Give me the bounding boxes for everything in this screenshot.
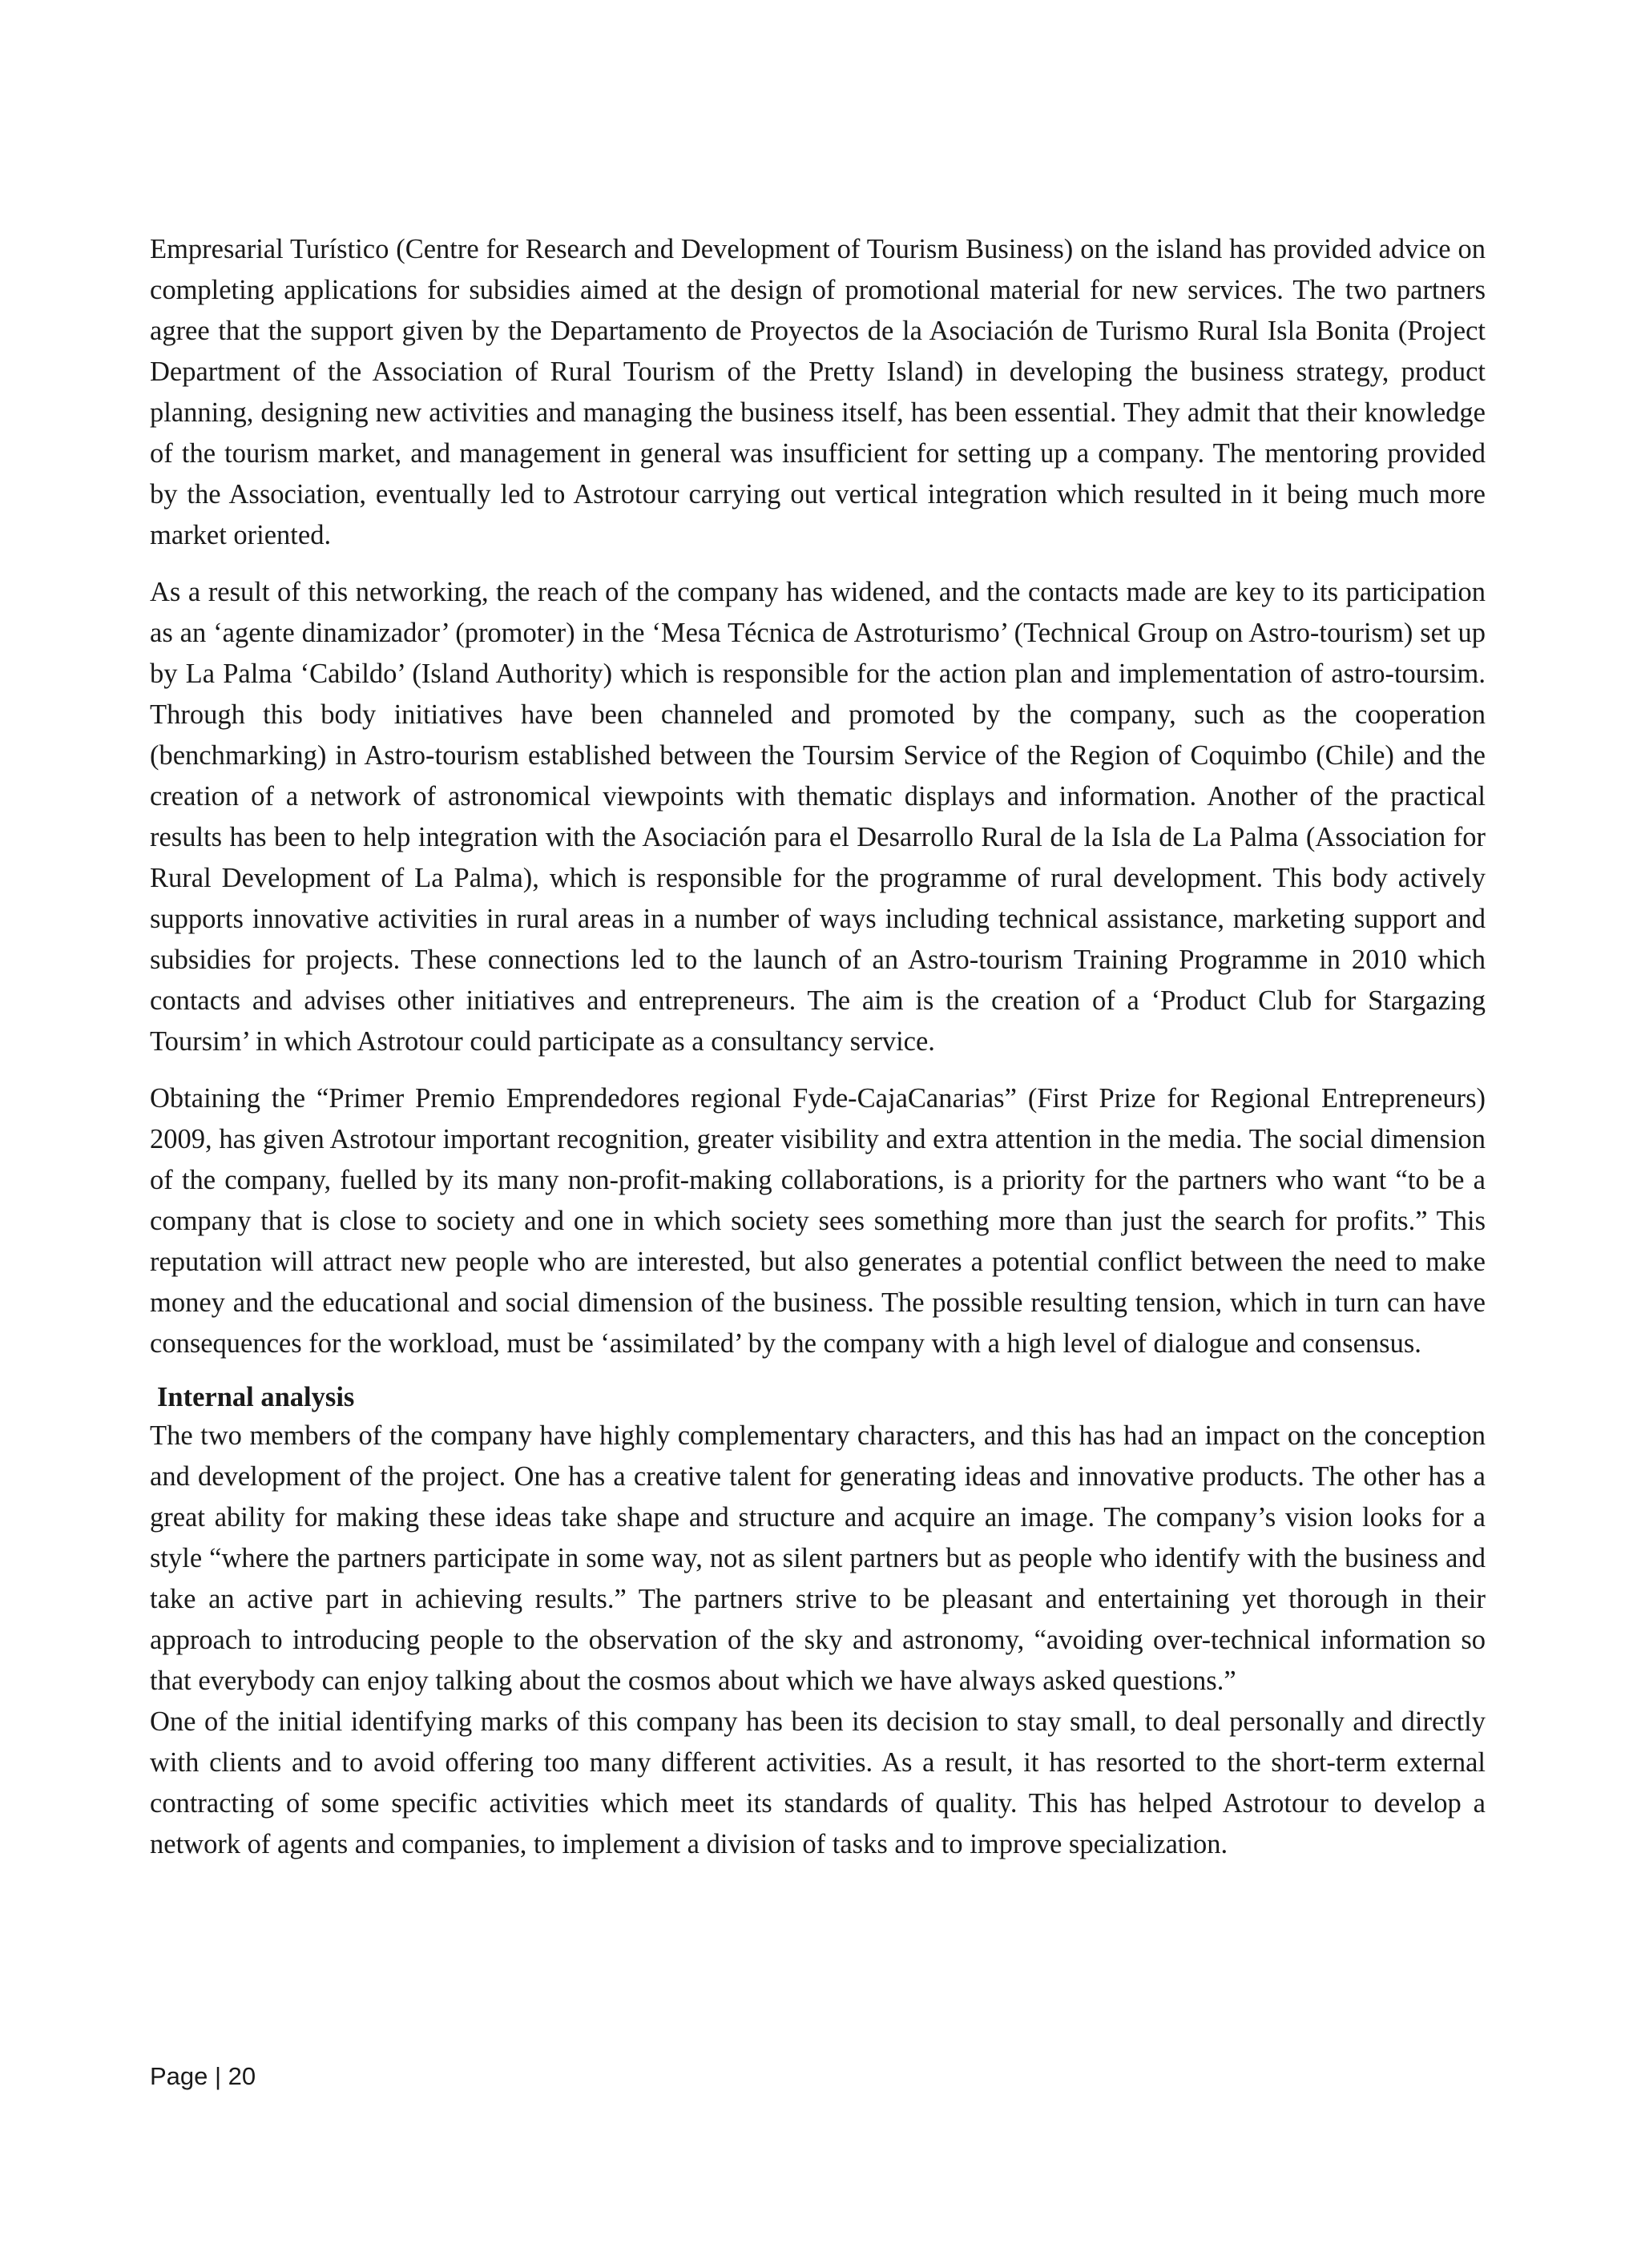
paragraph-stay-small: One of the initial identifying marks of this company has been its decision to stay small, to deal personally and directly with clients and to avoid offering too many different activities. As a result, it has resorted to the short-term external contracting of some specific activities which meet its standards of quality. This has helped Astrotour to develop a network of agents and companies, to implement a division of tasks and to improve specialization. (150, 1706, 1486, 1859)
paragraph-prize: Obtaining the “Primer Premio Emprendedores regional Fyde-CajaCanarias” (First Prize for Regional Entrepreneurs) 2009, has given Astrotour important recognition, greater visibility and extra attention in the media. The social dimension of the company, fuelled by its many non-profit-making collaborations, is a priority for the partners who want “to be a company that is close to society and one in which society sees something more than just the search for profits.” This reputation will attract new people who are interested, but also generates a potential conflict between the need to make money and the educational and social dimension of the business. The possible resulting tension, which in turn can have consequences for the workload, must be ‘assimilated’ by the company with a high level of dialogue and consensus. (150, 1083, 1486, 1359)
page-number-footer: Page | 20 (150, 2062, 256, 2090)
paragraph-networking: As a result of this networking, the reach of the company has widened, and the contacts made are key to its participation as an ‘agente dinamizador’ (promoter) in the ‘Mesa Técnica de Astroturismo’ (Technical Group on Astro-tourism) set up by La Palma ‘Cabildo’ (Island Authority) which is responsible for the action plan and implementation of astro-toursim. Through this body initiatives have been channeled and promoted by the company, such as the cooperation (benchmarking) in Astro-tourism established between the Toursim Service of the Region of Coquimbo (Chile) and the creation of a network of astronomical viewpoints with thematic displays and information. Another of the practical results has been to help integration with the Asociación para el Desarrollo Rural de la Isla de La Palma (Association for Rural Development of La Palma), which is responsible for the programme of rural development. This body actively supports innovative activities in rural areas in a number of ways including technical assistance, marketing support and subsidies for projects. These connections led to the launch of an Astro-tourism Training Programme in 2010 which contacts and advises other initiatives and entrepreneurs. The aim is the creation of a ‘Product Club for Stargazing Toursim’ in which Astrotour could participate as a consultancy service. (150, 577, 1486, 1057)
paragraph-complementary-characters: The two members of the company have highly complementary characters, and this has had an impact on the conception and development of the project. One has a creative talent for generating ideas and innovative products. The other has a great ability for making these ideas take shape and structure and acquire an image. The company’s vision looks for a style “where the partners participate in some way, not as silent partners but as people who identify with the business and take an active part in achieving results.” The partners strive to be pleasant and entertaining yet thorough in their approach to introducing people to the observation of the sky and astronomy, “avoiding over-technical information so that everybody can enjoy talking about the cosmos about which we have always asked questions.” (150, 1420, 1486, 1696)
page-body (150, 229, 1486, 1865)
section-heading-internal-analysis: Internal analysis (157, 1382, 355, 1412)
paragraph-research-centre: Empresarial Turístico (Centre for Research and Development of Tourism Business) on the island has provided advice on completing applications for subsidies aimed at the design of promotional material for new services. The two partners agree that the support given by the Departamento de Proyectos de la Asociación de Turismo Rural Isla Bonita (Project Department of the Association of Rural Tourism of the Pretty Island) in developing the business strategy, product planning, designing new activities and managing the business itself, has been essential. They admit that their knowledge of the tourism market, and management in general was insufficient for setting up a company. The mentoring provided by the Association, eventually led to Astrotour carrying out vertical integration which resulted in it being much more market oriented. (150, 234, 1486, 550)
